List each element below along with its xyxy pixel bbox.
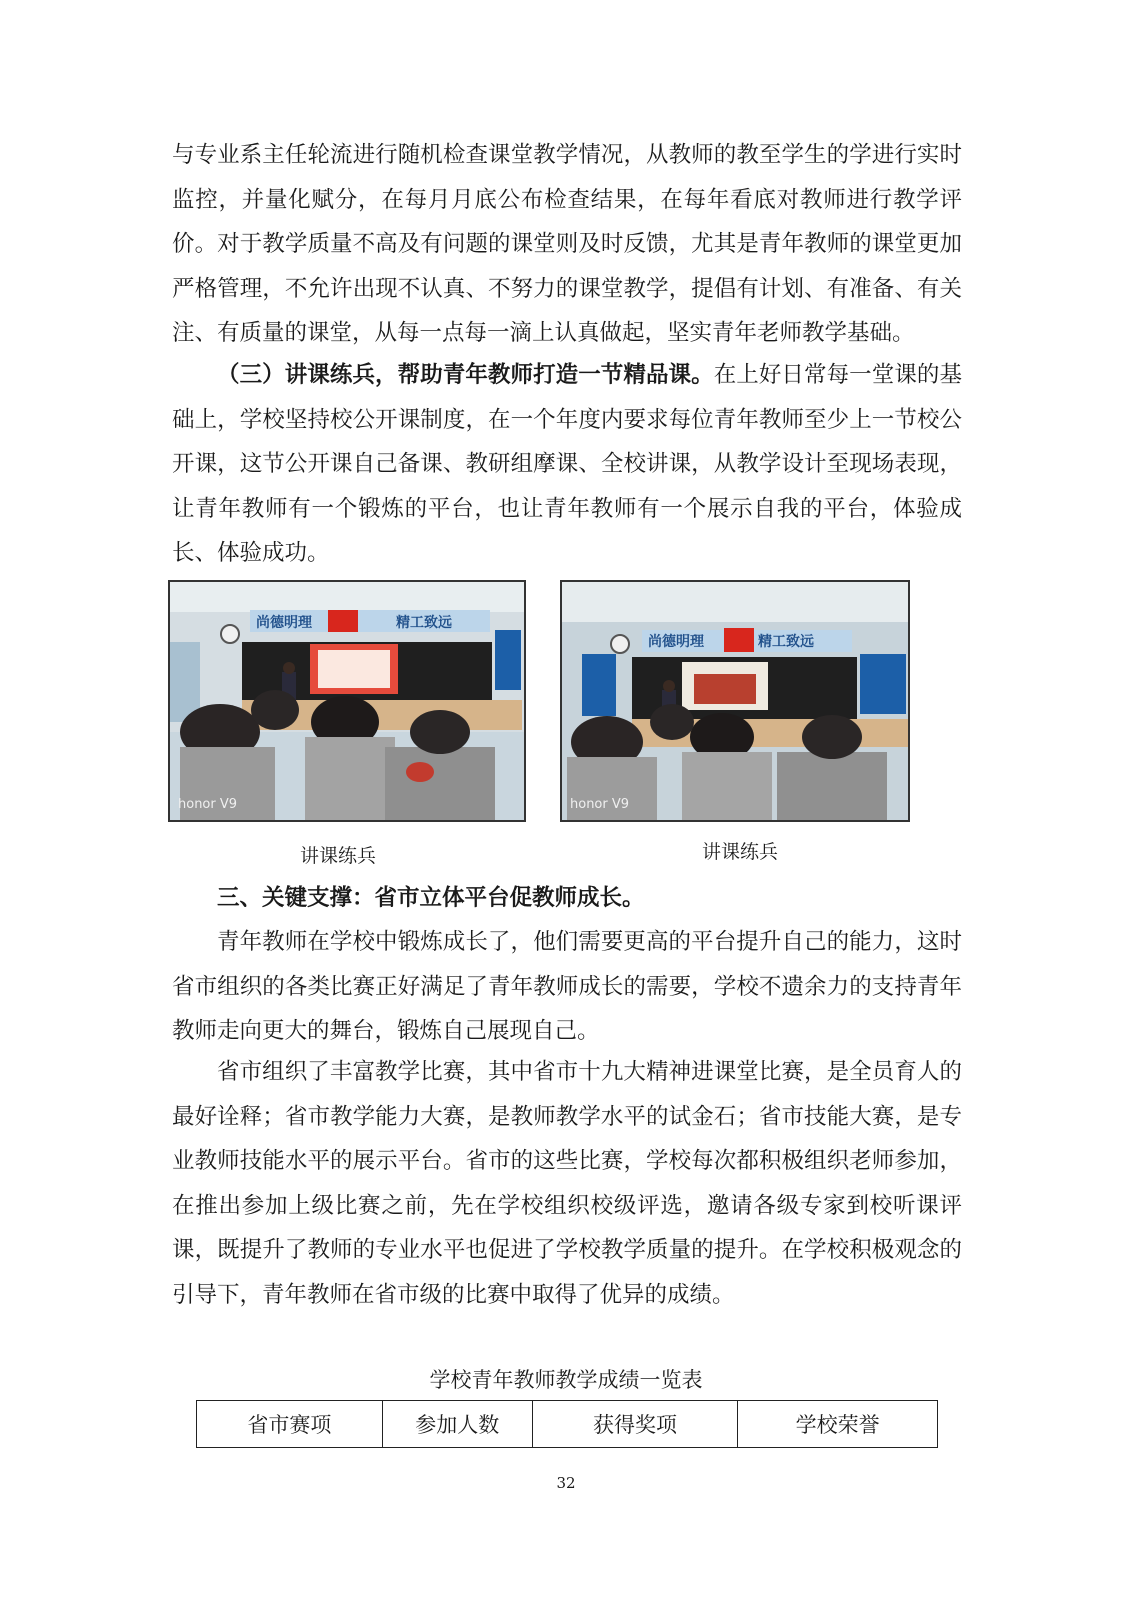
table-header-cell: 学校荣誉 bbox=[738, 1401, 938, 1448]
wall-slogan-left: 尚德明理 bbox=[648, 634, 704, 650]
photo-caption-2: 讲课练兵 bbox=[702, 841, 779, 863]
camera-watermark: honor V9 bbox=[570, 797, 630, 812]
table-header-cell: 省市赛项 bbox=[197, 1401, 383, 1448]
table-title: 学校青年教师教学成绩一览表 bbox=[429, 1368, 703, 1392]
paragraph-1: 与专业系主任轮流进行随机检查课堂教学情况，从教师的教至学生的学进行实时监控，并量化赋分，在每月月底公布检查结果，在每年看底对教师进行教学评价。对于教学质量不高及有问题的课堂则及时反馈，尤其是青年教师的课堂更加严格管理，不允许出现不认真、不努力的课堂教学，提倡有计划、有准备、有关注、有质量的课堂，从每一点每一滴上认真做起，坚实青年老师教学基础。 bbox=[172, 142, 962, 346]
wall-slogan-left: 尚德明理 bbox=[256, 615, 312, 631]
page-number: 32 bbox=[556, 1474, 576, 1492]
table-header-cell: 参加人数 bbox=[382, 1401, 532, 1448]
paragraph-3: 青年教师在学校中锻炼成长了，他们需要更高的平台提升自己的能力，这时省市组织的各类比赛正好满足了青年教师成长的需要，学校不遗余力的支持青年教师走向更大的舞台，锻炼自己展现自己。 bbox=[172, 929, 962, 1044]
wall-slogan-right: 精工致远 bbox=[396, 615, 452, 631]
photo-caption-1: 讲课练兵 bbox=[300, 845, 377, 867]
classroom-photo-2 bbox=[560, 580, 910, 822]
paragraph-4: 省市组织了丰富教学比赛，其中省市十九大精神进课堂比赛，是全员育人的最好诠释；省市教学能力大赛，是教师教学水平的试金石；省市技能大赛，是专业教师技能水平的展示平台。省市的这些比赛，学校每次都积极组织老师参加，在推出参加上级比赛之前，先在学校组织校级评选，邀请各级专家到校听课评课，既提升了教师的专业水平也促进了学校教学质量的提升。在学校积极观念的引导下，青年教师在省市级的比赛中取得了优异的成绩。 bbox=[172, 1059, 962, 1308]
section-heading-3: 三、关键支撑：省市立体平台促教师成长。 bbox=[217, 885, 645, 911]
wall-slogan-right: 精工致远 bbox=[758, 634, 814, 650]
paragraph-2-body: 在上好日常每一堂课的基础上，学校坚持校公开课制度，在一个年度内要求每位青年教师至少上一节校公开课，这节公开课自己备课、教研组摩课、全校讲课，从教学设计至现场表现，让青年教师有一个锻炼的平台，也让青年教师有一个展示自我的平台，体验成长、体验成功。 bbox=[172, 362, 962, 566]
classroom-photo-1 bbox=[168, 580, 526, 822]
subheading-3: （三）讲课练兵，帮助青年教师打造一节精品课。 bbox=[217, 362, 714, 388]
teacher-results-table bbox=[196, 1400, 938, 1448]
paragraph-2 bbox=[172, 353, 962, 576]
camera-watermark: honor V9 bbox=[178, 797, 238, 812]
table-header-row bbox=[197, 1401, 938, 1448]
table-header-cell: 获得奖项 bbox=[532, 1401, 738, 1448]
